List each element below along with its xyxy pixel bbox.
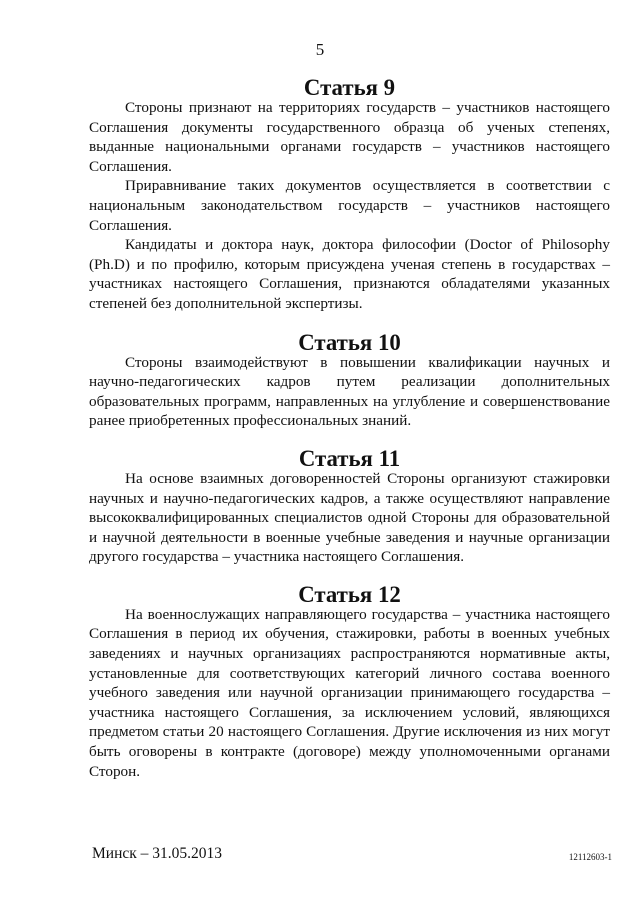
footer-place-date: Минск – 31.05.2013 <box>92 845 223 862</box>
article-paragraph: На военнослужащих направляющего государства – участника настоящего Соглашения в период их обучения, стажировки, работы в военных учебных заведениях и научных организациях распространяются нормативные акты, установленные для соответствующих категорий личного состава военного учебного заведения или научной организации принимающего государства – участника настоящего Соглашения, за исключением условий, являющихся предметом статьи 20 настоящего Соглашения. Другие исключения из них могут быть оговорены в контракте (договоре) между уполномоченными органами Сторон. <box>89 605 610 780</box>
article-heading: Статья 11 <box>298 445 401 471</box>
article-9 <box>89 75 610 314</box>
page-number: 5 <box>315 40 325 59</box>
article-paragraph: Стороны признают на территориях государств – участников настоящего Соглашения документы государственного образца об ученых степенях, выданные национальными органами государств – участников настоящего Соглашения. <box>89 99 610 175</box>
article-heading: Статья 10 <box>298 329 401 355</box>
article-10 <box>89 329 610 431</box>
article-11 <box>89 445 610 567</box>
footer-doc-code: 12112603-1 <box>568 852 612 862</box>
article-paragraph: Стороны взаимодействуют в повышении квалификации научных и научно-педагогических кадров путем реализации дополнительных образовательных программ, направленных на углубление и совершенствование ранее приобретенных профессиональных знаний. <box>89 353 610 430</box>
article-paragraph: Кандидаты и доктора наук, доктора философии (Doctor of Philosophy (Ph.D) и по профилю, которым присуждена ученая степень в государствах – участниках настоящего Соглашения, признаются обладателями указанных степеней без дополнительной экспертизы. <box>89 236 610 312</box>
article-paragraph: Приравнивание таких документов осуществляется в соответствии с национальным законодательством государств – участников настоящего Соглашения. <box>89 177 610 234</box>
article-heading: Статья 9 <box>303 75 396 100</box>
article-paragraph: На основе взаимных договоренностей Стороны организуют стажировки научных и научно-педагогических кадров, а также осуществляют направление высококвалифицированных специалистов одной Стороны для образовательной и научной деятельности в военные учебные заведения и научные организации другого государства – участника настоящего Соглашения. <box>89 469 610 566</box>
article-heading: Статья 12 <box>298 581 401 607</box>
article-12 <box>89 581 610 781</box>
document-body <box>89 75 610 781</box>
